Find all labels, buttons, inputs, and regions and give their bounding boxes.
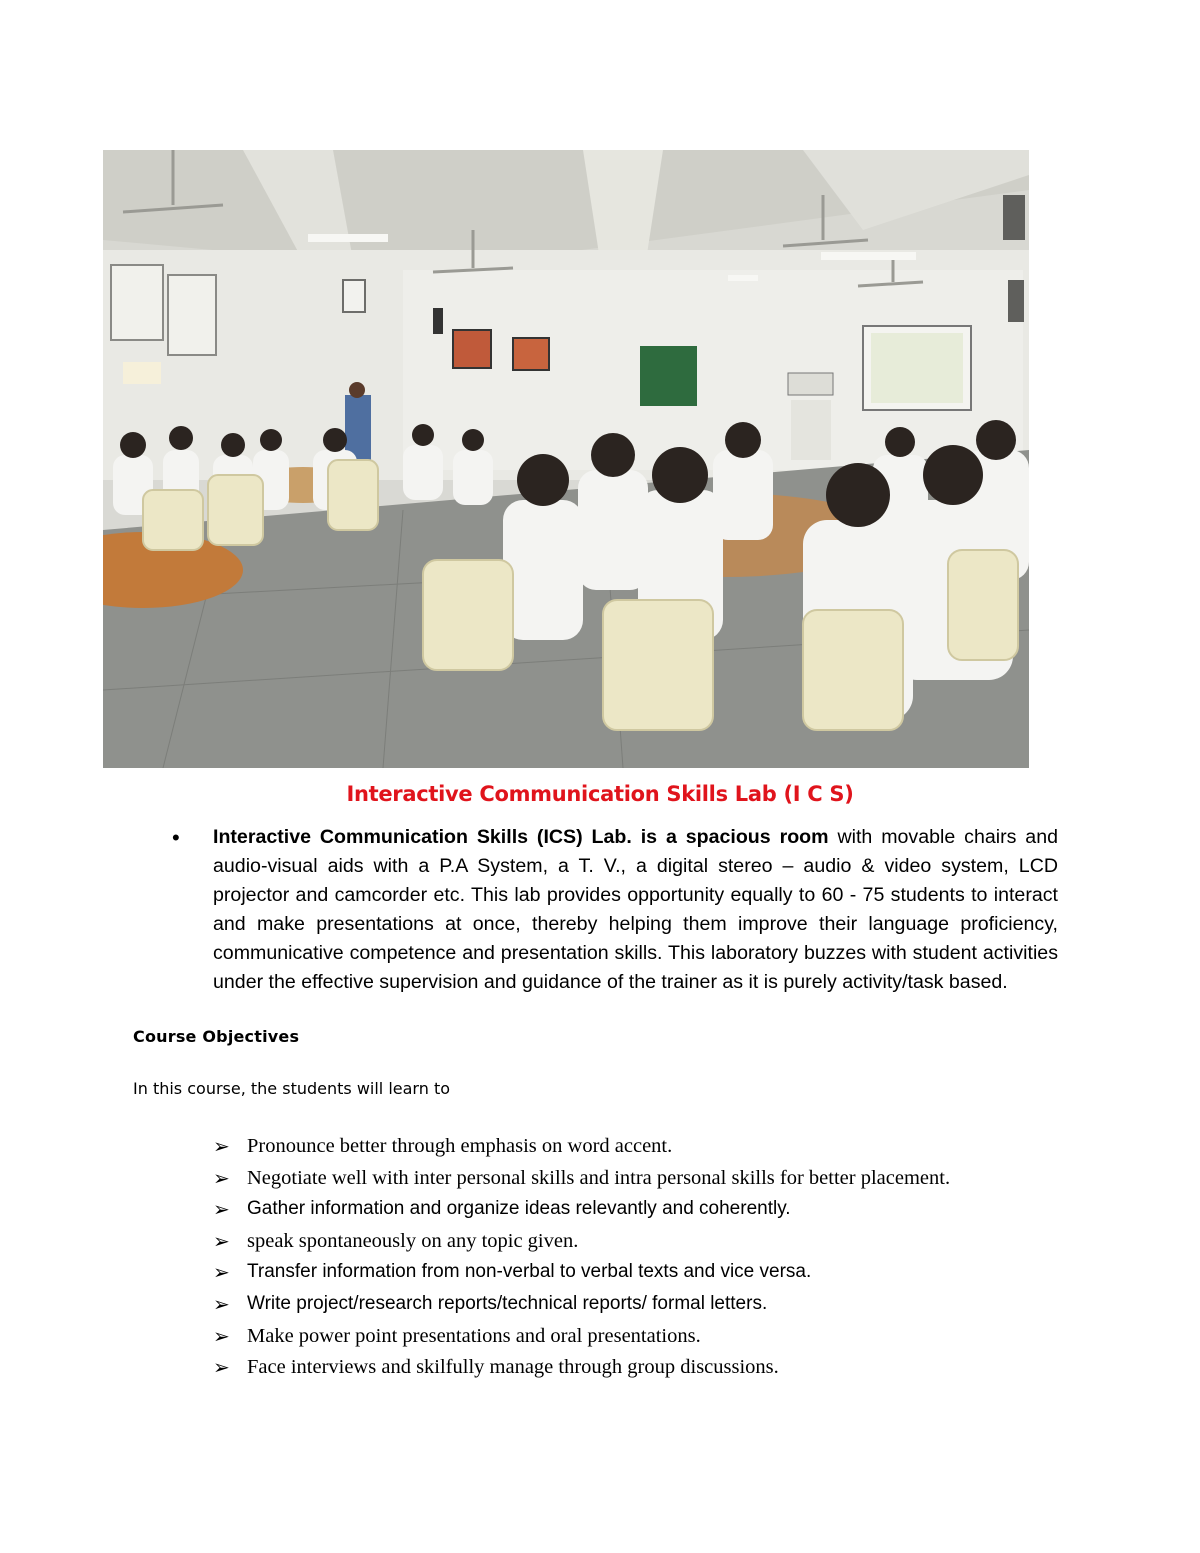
lab-description-lead: Interactive Communication Skills (ICS) Lab. is a spacious room [213,826,829,848]
objective-text: Face interviews and skilfully manage through group discussions. [247,1356,779,1379]
arrow-bullet-icon: ➢ [213,1260,230,1285]
arrow-bullet-icon: ➢ [213,1228,230,1253]
objective-text: Write project/research reports/technical reports/ formal letters. [247,1292,768,1314]
list-item [213,1323,950,1355]
lab-description-body: with movable chairs and audio-visual aids with a P.A System, a T. V., a digital stereo – audio & video system, LCD projector and camcorder etc. This lab provides opportunity equally to 60 - 75 students to interact and make presentations at once, thereby helping them improve their language proficiency, communicative competence and presentation skills. This laboratory buzzes with student activities under the effective supervision and guidance of the trainer as it is purely activity/task based. [213,826,1058,993]
objective-text: Make power point presentations and oral presentations. [247,1324,701,1347]
arrow-bullet-icon: ➢ [213,1291,230,1316]
objectives-intro: In this course, the students will learn to [133,1079,450,1098]
objective-text: Gather information and organize ideas relevantly and coherently. [247,1198,791,1220]
list-item [213,1228,950,1260]
list-item [213,1165,950,1197]
arrow-bullet-icon: ➢ [213,1323,230,1348]
photo-caption: Interactive Communication Skills Lab (I C S) [346,782,854,806]
list-item [213,1354,950,1386]
list-item [213,1259,950,1291]
arrow-bullet-icon: ➢ [213,1165,230,1190]
arrow-bullet-icon: ➢ [213,1197,230,1222]
list-item [213,1133,950,1165]
objectives-list [213,1133,950,1386]
list-item [213,1196,950,1228]
objective-text: Transfer information from non-verbal to verbal texts and vice versa. [247,1261,812,1283]
objective-text: speak spontaneously on any topic given. [247,1229,579,1252]
list-item [213,1291,950,1323]
classroom-illustration [103,150,1029,768]
objective-text: Pronounce better through emphasis on word accent. [247,1135,673,1157]
course-objectives-heading: Course Objectives [133,1027,300,1046]
lab-description [213,823,1058,997]
bullet-icon: • [172,825,180,850]
classroom-photo [103,150,1029,768]
objective-text: Negotiate well with inter personal skills and intra personal skills for better placement. [247,1166,951,1189]
arrow-bullet-icon: ➢ [213,1355,230,1380]
arrow-bullet-icon: ➢ [213,1134,230,1158]
